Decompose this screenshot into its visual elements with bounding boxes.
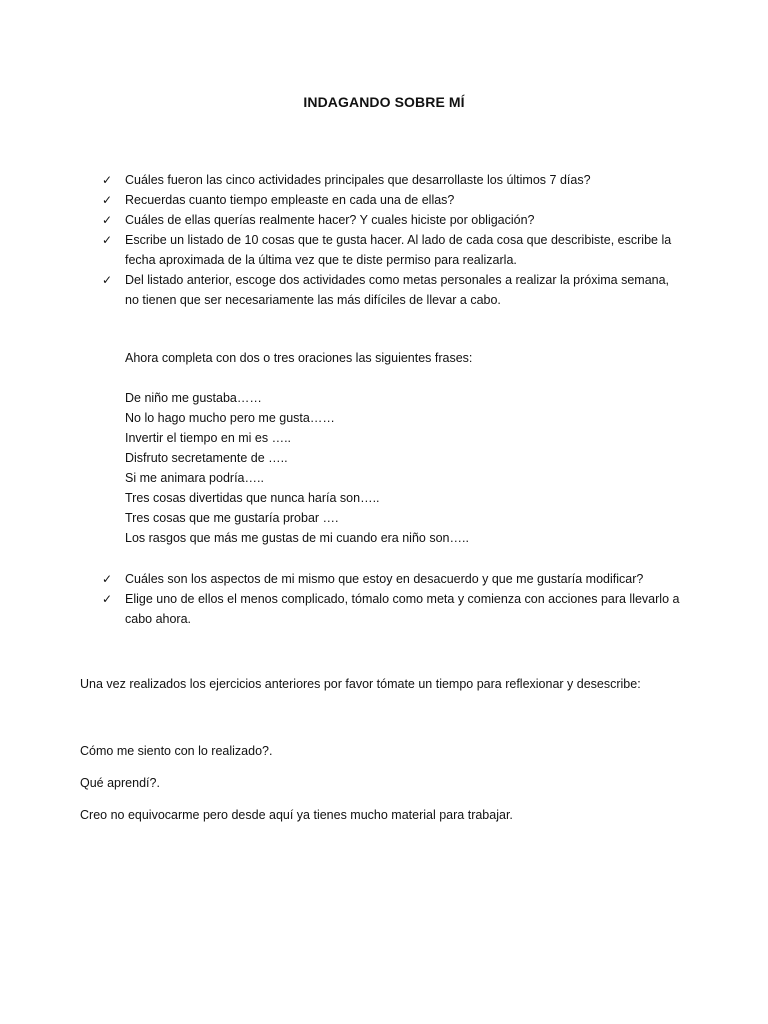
checklist-item (102, 569, 682, 589)
checklist-bottom (102, 569, 682, 629)
checkmark-icon: ✓ (102, 213, 113, 227)
checkmark-icon: ✓ (102, 233, 113, 247)
closing-question: Qué aprendí?. (80, 776, 160, 790)
checklist-item-text: Escribe un listado de 10 cosas que te gusta hacer. Al lado de cada cosa que describiste, escribe la fecha aproximada de la última vez que te diste permiso para realizarla. (125, 233, 672, 267)
checklist-item (102, 270, 682, 310)
checklist-item-text: Recuerdas cuanto tiempo empleaste en cada una de ellas? (125, 193, 455, 207)
phrase-item: Disfruto secretamente de ….. (125, 451, 288, 465)
phrase-item: No lo hago mucho pero me gusta…… (125, 411, 335, 425)
checklist-item (102, 170, 682, 190)
phrase-list (125, 388, 469, 548)
checklist-item-text: Cuáles fueron las cinco actividades principales que desarrollaste los últimos 7 días? (125, 173, 591, 187)
checklist-item-text: Cuáles de ellas querías realmente hacer? Y cuales hiciste por obligación? (125, 213, 535, 227)
checkmark-icon: ✓ (102, 193, 113, 207)
phrase-item: Tres cosas divertidas que nunca haría son….. (125, 491, 380, 505)
checkmark-icon: ✓ (102, 592, 113, 606)
document-title: INDAGANDO SOBRE MÍ (303, 94, 465, 110)
closing-question: Cómo me siento con lo realizado?. (80, 744, 273, 758)
closing-remark: Creo no equivocarme pero desde aquí ya tienes mucho material para trabajar. (80, 808, 513, 822)
checklist-item (102, 589, 682, 629)
phrases-intro: Ahora completa con dos o tres oraciones las siguientes frases: (125, 351, 473, 365)
checklist-item (102, 190, 682, 210)
phrase-item: De niño me gustaba…… (125, 391, 262, 405)
checklist-item-text: Cuáles son los aspectos de mi mismo que estoy en desacuerdo y que me gustaría modificar? (125, 572, 644, 586)
closing-paragraph: Una vez realizados los ejercicios anteriores por favor tómate un tiempo para reflexionar y desescribe: (80, 677, 641, 691)
checklist-item-text: Del listado anterior, escoge dos actividades como metas personales a realizar la próxima semana, no tienen que ser necesariamente las más difíciles de llevar a cabo. (125, 273, 670, 307)
checklist-item-text: Elige uno de ellos el menos complicado, tómalo como meta y comienza con acciones para llevarlo a cabo ahora. (125, 592, 680, 626)
phrase-item: Invertir el tiempo en mi es ….. (125, 431, 292, 445)
phrase-item: Tres cosas que me gustaría probar …. (125, 511, 339, 525)
checklist-item (102, 210, 682, 230)
checklist-item (102, 230, 682, 270)
phrase-item: Si me animara podría….. (125, 471, 264, 485)
checkmark-icon: ✓ (102, 273, 113, 287)
checkmark-icon: ✓ (102, 173, 113, 187)
checkmark-icon: ✓ (102, 572, 113, 586)
checklist-top (102, 170, 682, 310)
phrase-item: Los rasgos que más me gustas de mi cuando era niño son….. (125, 531, 469, 545)
